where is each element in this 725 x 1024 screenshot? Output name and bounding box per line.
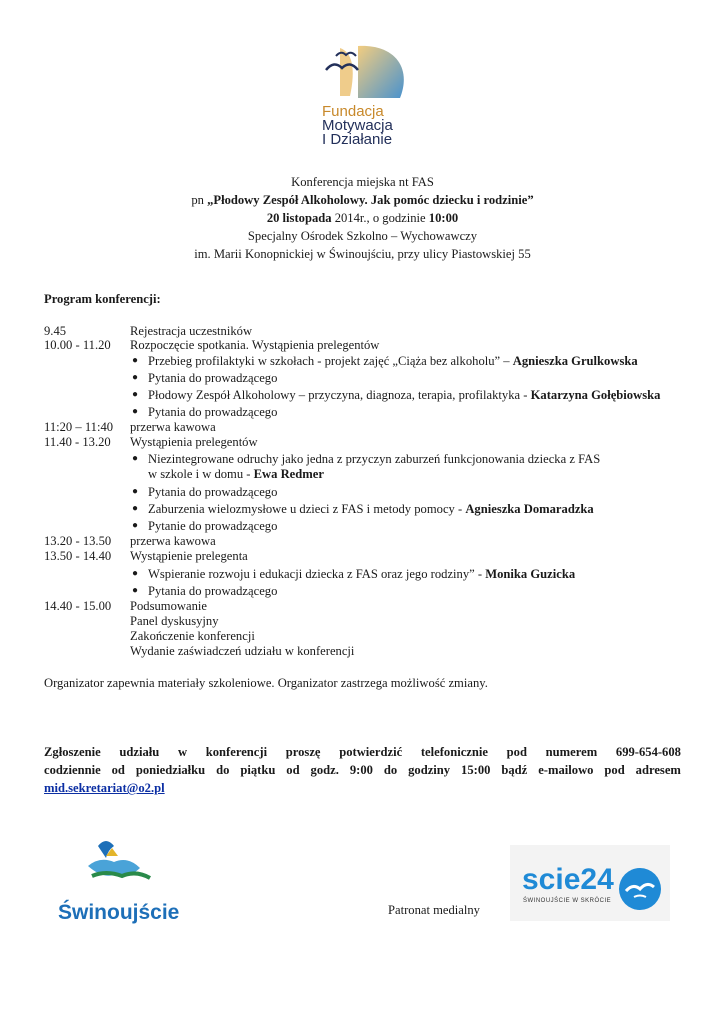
list-item <box>148 501 594 517</box>
swinoujscie-logo <box>58 836 178 924</box>
speaker-name: Agnieszka Domaradzka <box>465 502 594 516</box>
closing-item: Panel dyskusyjny <box>130 614 219 628</box>
bullet-text: Zaburzenia wielozmysłowe u dzieci z FAS i metody pomocy - <box>148 502 466 516</box>
word: adresem <box>635 763 681 777</box>
logo-line-3: I Działanie <box>322 131 393 148</box>
word: godziny <box>408 763 451 777</box>
word: Zgłoszenie <box>44 745 101 759</box>
patronage-label: Patronat medialny <box>388 903 480 917</box>
speaker-name: Agnieszka Grulkowska <box>512 354 638 368</box>
word: e-mailowo <box>538 763 594 777</box>
email-link[interactable]: mid.sekretariat@o2.pl <box>44 781 165 795</box>
bullet-icon: ● <box>132 453 139 464</box>
list-item-continuation <box>148 466 324 482</box>
bullet-icon: ● <box>132 355 139 366</box>
word: telefonicznie <box>420 745 488 759</box>
bullet-icon: ● <box>132 520 139 531</box>
header-line-2-prefix: pn <box>191 193 208 207</box>
list-item <box>148 353 638 369</box>
bullet-icon: ● <box>132 568 139 579</box>
bullet-text: Pytanie do prowadzącego <box>148 519 278 533</box>
word: codziennie <box>44 763 101 777</box>
header-line-3 <box>0 210 725 226</box>
list-item <box>148 583 277 599</box>
schedule-time: 11.40 - 13.20 <box>44 435 111 449</box>
scie24-logo <box>510 845 670 921</box>
word: potwierdzić <box>339 745 403 759</box>
schedule-desc: przerwa kawowa <box>130 534 216 548</box>
list-item <box>148 484 277 500</box>
conference-date: 20 listopada <box>266 211 332 225</box>
list-item <box>148 451 600 467</box>
media-logo-subtitle: ŚWINOUJŚCIE W SKRÓCIE <box>523 898 612 904</box>
city-logo-text: Świnoujście <box>58 901 180 924</box>
bullet-text: Pytania do prowadzącego <box>148 584 278 598</box>
word: pod <box>506 745 527 759</box>
word: od <box>286 763 300 777</box>
organizer-note: Organizator zapewnia materiały szkoleniowe. Organizator zastrzega możliwość zmiany. <box>44 676 488 690</box>
bullet-icon: ● <box>132 503 139 514</box>
header-line-5: im. Marii Konopnickiej w Świnoujściu, przy ulicy Piastowskiej 55 <box>194 247 531 261</box>
schedule-desc: przerwa kawowa <box>130 420 216 434</box>
schedule-desc: Wystąpienia prelegentów <box>130 435 258 449</box>
list-item <box>148 518 277 534</box>
conference-title: „Płodowy Zespół Alkoholowy. Jak pomóc dziecku i rodzinie” <box>207 193 534 207</box>
schedule-desc: Wystąpienie prelegenta <box>130 549 248 563</box>
word: numerem <box>545 745 598 759</box>
registration-line-1 <box>44 744 681 760</box>
word: 15:00 <box>461 763 491 777</box>
word: pod <box>604 763 625 777</box>
word: poniedziałku <box>135 763 206 777</box>
closing-item: Wydanie zaświadczeń udziału w konferencji <box>130 644 355 658</box>
seagull-sun-icon <box>300 38 420 100</box>
bullet-text: w szkole i w domu - <box>148 467 254 481</box>
schedule-desc: Podsumowanie <box>130 599 207 613</box>
bullet-icon: ● <box>132 389 139 400</box>
word: do <box>383 763 398 777</box>
bullet-text: Wspieranie rozwoju i edukacji dziecka z FAS oraz jego rodziny” - <box>148 567 486 581</box>
bullet-icon: ● <box>132 585 139 596</box>
word: proszę <box>285 745 321 759</box>
phone-number: 699-654-608 <box>615 745 681 759</box>
schedule-time: 14.40 - 15.00 <box>44 599 112 613</box>
list-item <box>148 404 277 420</box>
word: bądź <box>501 763 528 777</box>
schedule-time: 11:20 – 11:40 <box>44 420 114 434</box>
word: 9:00 <box>349 763 373 777</box>
bullet-text: Pytania do prowadzącego <box>148 405 278 419</box>
conference-time: 10:00 <box>428 211 459 225</box>
header-line-2 <box>0 192 725 208</box>
word: konferencji <box>205 745 268 759</box>
header-line-4: Specjalny Ośrodek Szkolno – Wychowawczy <box>247 229 478 243</box>
bullet-text: Płodowy Zespół Alkoholowy – przyczyna, diagnoza, terapia, profilaktyka - <box>148 388 531 402</box>
bullet-icon: ● <box>132 372 139 383</box>
seagull-icon <box>618 867 662 911</box>
logo-line-1: Fundacja <box>322 103 384 120</box>
word: do <box>216 763 230 777</box>
bullet-icon: ● <box>132 406 139 417</box>
word: od <box>111 763 125 777</box>
schedule-time: 9.45 <box>44 324 67 338</box>
schedule-time: 13.50 - 14.40 <box>44 549 112 563</box>
speaker-name: Katarzyna Gołębiowska <box>530 388 661 402</box>
header-line-1: Konferencja miejska nt FAS <box>291 175 434 189</box>
schedule-desc: Rozpoczęcie spotkania. Wystąpienia prelegentów <box>130 338 380 352</box>
list-item <box>148 370 277 386</box>
schedule-time: 13.20 - 13.50 <box>44 534 112 548</box>
bullet-text: Pytania do prowadzącego <box>148 485 278 499</box>
foundation-logo <box>300 38 420 148</box>
word: udziału <box>119 745 160 759</box>
schedule-time: 10.00 - 11.20 <box>44 338 111 352</box>
word: w <box>177 745 188 759</box>
city-emblem-icon <box>58 836 178 896</box>
list-item <box>148 387 660 403</box>
program-title: Program konferencji: <box>44 292 161 306</box>
bullet-text: Przebieg profilaktyki w szkołach - projekt zajęć „Ciąża bez alkoholu” – <box>148 354 513 368</box>
bullet-text: Niezintegrowane odruchy jako jedna z przyczyn zaburzeń funkcjonowania dziecka z FAS <box>148 452 601 466</box>
speaker-name: Ewa Redmer <box>253 467 324 481</box>
speaker-name: Monika Guzicka <box>485 567 576 581</box>
list-item <box>148 566 575 582</box>
closing-item: Zakończenie konferencji <box>130 629 255 643</box>
word: godz. <box>310 763 339 777</box>
registration-line-2 <box>44 762 681 778</box>
bullet-icon: ● <box>132 486 139 497</box>
media-logo-text: scie24 <box>522 863 614 896</box>
header-line-3-mid: 2014r., o godzinie <box>331 211 429 225</box>
schedule-desc: Rejestracja uczestników <box>130 324 253 338</box>
logo-line-2: Motywacja <box>322 117 393 134</box>
word: piątku <box>240 763 276 777</box>
bullet-text: Pytania do prowadzącego <box>148 371 278 385</box>
